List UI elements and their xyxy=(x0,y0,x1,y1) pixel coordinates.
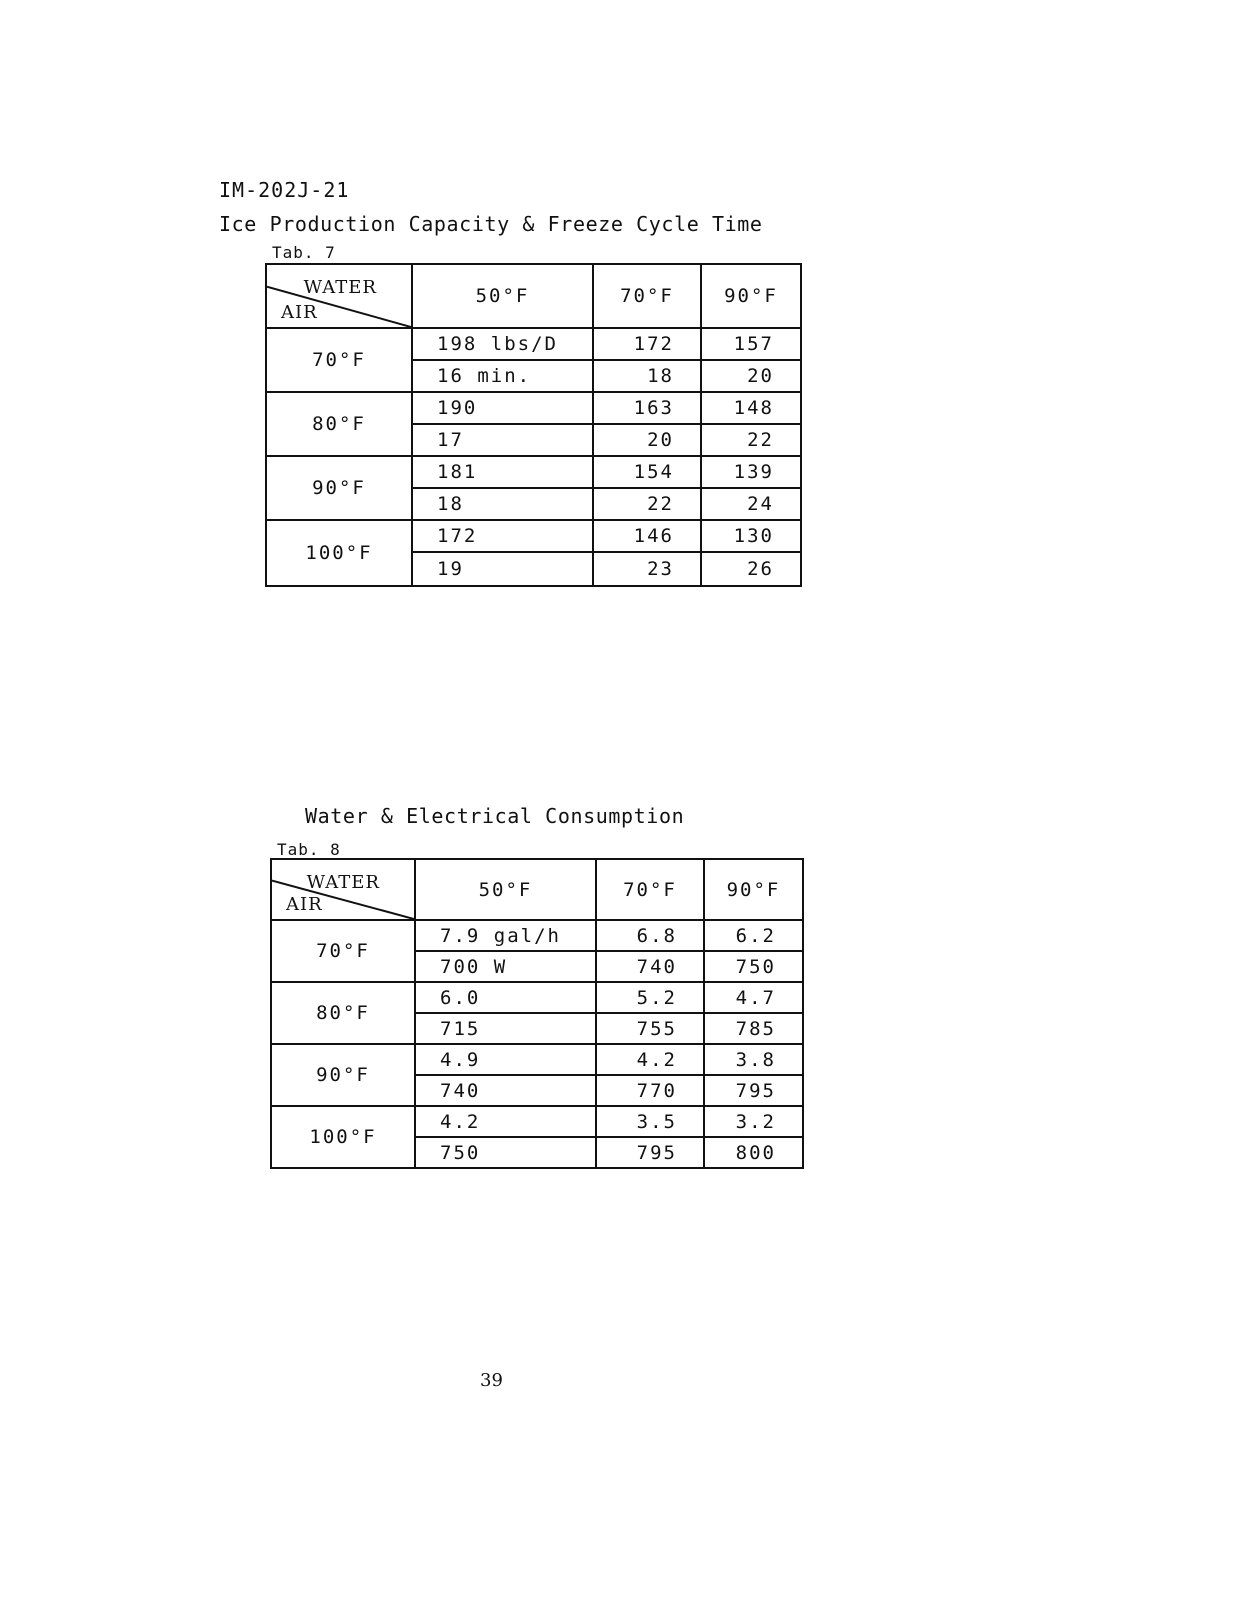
ice-production-table xyxy=(265,263,802,587)
table-cell: 4.7 xyxy=(704,982,803,1013)
air-temp-cell: 80°F xyxy=(271,982,415,1044)
table-cell: 22 xyxy=(701,424,801,456)
table-cell: 755 xyxy=(596,1013,704,1044)
table-cell: 172 xyxy=(412,520,593,552)
table-cell: 795 xyxy=(596,1137,704,1168)
table-cell: 18 xyxy=(593,360,701,392)
table-cell: 740 xyxy=(596,951,704,982)
column-header: 90°F xyxy=(704,859,803,920)
table-cell: 157 xyxy=(701,328,801,360)
table-cell: 148 xyxy=(701,392,801,424)
air-temp-cell: 70°F xyxy=(271,920,415,982)
table-row xyxy=(266,392,801,424)
table-cell: 7.9 gal/h xyxy=(415,920,596,951)
table-cell: 4.2 xyxy=(596,1044,704,1075)
water-label: WATER xyxy=(306,872,380,893)
column-header: 70°F xyxy=(596,859,704,920)
table-cell: 3.5 xyxy=(596,1106,704,1137)
table-cell: 24 xyxy=(701,488,801,520)
page-number: 39 xyxy=(480,1370,503,1391)
table-cell: 700 W xyxy=(415,951,596,982)
column-header: 50°F xyxy=(415,859,596,920)
table7-label: Tab. 7 xyxy=(272,243,336,262)
table-row xyxy=(266,328,801,360)
table-cell: 4.9 xyxy=(415,1044,596,1075)
table-cell: 17 xyxy=(412,424,593,456)
column-header: 50°F xyxy=(412,264,593,328)
table-cell: 190 xyxy=(412,392,593,424)
table8-label: Tab. 8 xyxy=(277,840,341,859)
table-cell: 5.2 xyxy=(596,982,704,1013)
table-cell: 172 xyxy=(593,328,701,360)
table-cell: 19 xyxy=(412,552,593,586)
table-row xyxy=(271,982,803,1013)
table-cell: 130 xyxy=(701,520,801,552)
table8-title: Water & Electrical Consumption xyxy=(305,804,685,828)
table-cell: 3.8 xyxy=(704,1044,803,1075)
table-cell: 198 lbs/D xyxy=(412,328,593,360)
air-label: AIR xyxy=(286,894,323,915)
column-header: 70°F xyxy=(593,264,701,328)
table-cell: 715 xyxy=(415,1013,596,1044)
table-cell: 22 xyxy=(593,488,701,520)
table-row xyxy=(266,520,801,552)
table-cell: 20 xyxy=(701,360,801,392)
table-cell: 795 xyxy=(704,1075,803,1106)
air-label: AIR xyxy=(281,302,318,323)
header-row xyxy=(271,859,803,920)
table-cell: 20 xyxy=(593,424,701,456)
water-electrical-table xyxy=(270,858,804,1169)
table-cell: 6.8 xyxy=(596,920,704,951)
air-temp-cell: 90°F xyxy=(271,1044,415,1106)
table-cell: 18 xyxy=(412,488,593,520)
table-cell: 3.2 xyxy=(704,1106,803,1137)
column-header: 90°F xyxy=(701,264,801,328)
table-row xyxy=(271,920,803,951)
table-cell: 6.0 xyxy=(415,982,596,1013)
table-cell: 740 xyxy=(415,1075,596,1106)
table-cell: 146 xyxy=(593,520,701,552)
table-cell: 23 xyxy=(593,552,701,586)
table-cell: 181 xyxy=(412,456,593,488)
table-cell: 750 xyxy=(704,951,803,982)
header-row xyxy=(266,264,801,328)
air-temp-cell: 80°F xyxy=(266,392,412,456)
water-label: WATER xyxy=(303,277,377,298)
air-temp-cell: 100°F xyxy=(271,1106,415,1168)
table-cell: 770 xyxy=(596,1075,704,1106)
table-cell: 26 xyxy=(701,552,801,586)
air-temp-cell: 90°F xyxy=(266,456,412,520)
table-cell: 139 xyxy=(701,456,801,488)
air-temp-cell: 70°F xyxy=(266,328,412,392)
table-cell: 4.2 xyxy=(415,1106,596,1137)
corner-header-cell xyxy=(271,859,415,920)
table7-title: Ice Production Capacity & Freeze Cycle Time xyxy=(219,212,763,236)
document-code: IM-202J-21 xyxy=(219,178,350,202)
air-temp-cell: 100°F xyxy=(266,520,412,586)
table-row xyxy=(271,1044,803,1075)
table-cell: 750 xyxy=(415,1137,596,1168)
table-cell: 16 min. xyxy=(412,360,593,392)
table-cell: 800 xyxy=(704,1137,803,1168)
table-cell: 163 xyxy=(593,392,701,424)
table-row xyxy=(266,456,801,488)
table-cell: 154 xyxy=(593,456,701,488)
table-cell: 6.2 xyxy=(704,920,803,951)
corner-header-cell xyxy=(266,264,412,328)
table-row xyxy=(271,1106,803,1137)
table-cell: 785 xyxy=(704,1013,803,1044)
